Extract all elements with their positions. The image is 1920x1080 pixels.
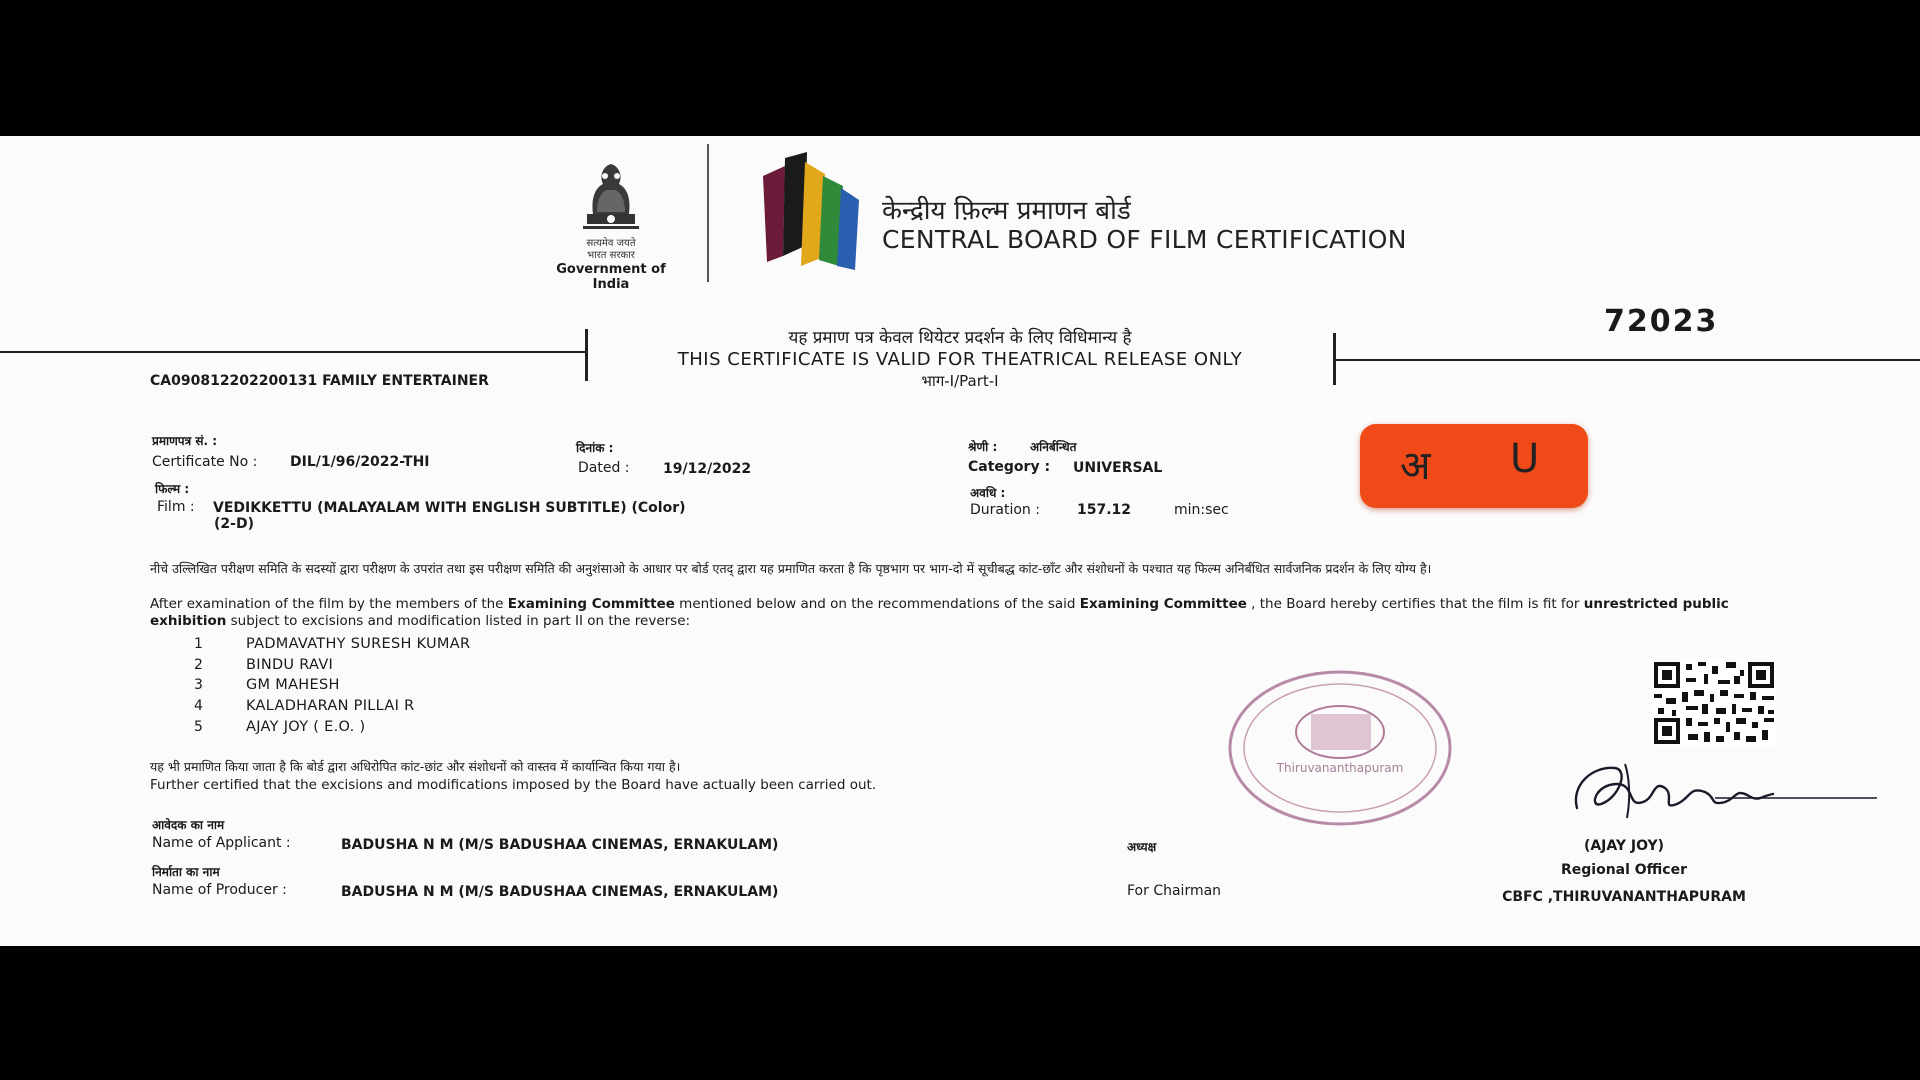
member-number: 3 — [194, 677, 203, 693]
dated-value: 19/12/2022 — [663, 461, 752, 477]
certificate-no-value: DIL/1/96/2022-THI — [290, 454, 430, 470]
chairman-hindi: अध्यक्ष — [1127, 840, 1157, 854]
member-number: 1 — [194, 636, 203, 652]
category-value: UNIVERSAL — [1073, 460, 1163, 476]
cbfc-logo-icon — [755, 150, 865, 272]
validity-hindi: यह प्रमाण पत्र केवल थियेटर प्रदर्शन के लिए विधिमान्य है — [788, 328, 1132, 348]
member-name: KALADHARAN PILLAI R — [246, 698, 415, 714]
dated-label: Dated : — [578, 460, 630, 476]
category-label-hindi: श्रेणी : — [968, 440, 998, 454]
rule-left — [0, 351, 586, 353]
film-label-hindi: फिल्म : — [155, 482, 190, 496]
para-english-part3: , the Board hereby certifies that the film is fit for — [1246, 596, 1584, 612]
certification-paragraph-hindi: नीचे उल्लिखित परीक्षण समिति के सदस्यों द्वारा परीक्षण के उपरांत तथा इस परीक्षण समिति की अनुशंसाओ के आधार पर बोर्ड एतद् द्वारा यह प्रमाणित करता है कि पृष्ठभाग पर भाग-दो में सूचीबद्ध कांट-छाँट और संशोधनों के पश्चात यह फिल्म अनिर्बंधित सार्वजनिक प्रदर्शन के लिए योग्य है। — [150, 561, 1432, 576]
bracket-right — [1333, 333, 1336, 385]
producer-value: BADUSHA N M (M/S BADUSHAA CINEMAS, ERNAKULAM) — [341, 884, 779, 900]
certificate-serial: 72023 — [1604, 304, 1719, 339]
validity-english: THIS CERTIFICATE IS VALID FOR THEATRICAL RELEASE ONLY — [677, 349, 1243, 370]
member-name: BINDU RAVI — [246, 657, 334, 673]
rating-badge — [1360, 424, 1588, 508]
validity-part: भाग-I/Part-I — [921, 372, 999, 390]
board-name-english: CENTRAL BOARD OF FILM CERTIFICATION — [882, 225, 1407, 254]
qr-code-icon — [1652, 660, 1776, 746]
officer-title: Regional Officer — [1560, 862, 1687, 878]
dated-label-hindi: दिनांक : — [576, 441, 614, 455]
seal-text: Thiruvananthapuram — [1276, 761, 1404, 775]
para-english-bold2: Examining Committee — [1079, 596, 1247, 612]
para-english-bold1: Examining Committee — [507, 596, 675, 612]
further-certified-hindi: यह भी प्रमाणित किया जाता है कि बोर्ड द्वारा अधिरोपित कांट-छांट और संशोधनों को वास्तव में कार्यान्वित किया गया है। — [150, 759, 681, 774]
duration-unit: min:sec — [1174, 502, 1229, 518]
rating-hindi: अ — [1400, 443, 1431, 489]
certification-paragraph-english — [150, 596, 1750, 630]
reference-line: CA090812202200131 FAMILY ENTERTAINER — [150, 373, 489, 389]
rating-english: U — [1510, 436, 1540, 482]
header-divider — [707, 144, 709, 282]
member-number: 2 — [194, 657, 203, 673]
duration-label: Duration : — [970, 502, 1040, 518]
para-english-part4: subject to excisions and modification listed in part II on the reverse: — [226, 613, 691, 629]
duration-value: 157.12 — [1077, 502, 1132, 518]
officer-office: CBFC ,THIRUVANANTHAPURAM — [1502, 889, 1746, 905]
member-name: PADMAVATHY SURESH KUMAR — [246, 636, 471, 652]
category-value-hindi: अनिर्बन्धित — [1030, 440, 1077, 454]
film-title: VEDIKKETTU (MALAYALAM WITH ENGLISH SUBTITLE) (Color) — [213, 500, 686, 516]
para-english-part1: After examination of the film by the members of the — [150, 596, 508, 612]
government-emblem — [540, 158, 682, 292]
member-number: 5 — [194, 719, 203, 735]
validity-banner — [595, 328, 1325, 392]
board-name-hindi: केन्द्रीय फ़िल्म प्रमाणन बोर्ड — [882, 196, 1131, 226]
further-certified-english: Further certified that the excisions and modifications imposed by the Board have actually been carried out. — [150, 777, 877, 793]
certificate-no-label-hindi: प्रमाणपत्र सं. : — [152, 434, 218, 448]
applicant-value: BADUSHA N M (M/S BADUSHAA CINEMAS, ERNAKULAM) — [341, 837, 779, 853]
bracket-left — [585, 329, 588, 381]
applicant-label-hindi: आवेदक का नाम — [152, 818, 225, 832]
para-english-bold3: unrestricted public exhibition — [150, 596, 1729, 629]
official-seal-icon — [1225, 668, 1455, 828]
film-label: Film : — [157, 499, 195, 515]
officer-name: (AJAY JOY) — [1583, 838, 1665, 854]
certificate-no-label: Certificate No : — [152, 454, 258, 470]
emblem-motto: सत्यमेव जयते — [586, 238, 636, 249]
applicant-label: Name of Applicant : — [152, 835, 291, 851]
certificate-document — [0, 136, 1920, 946]
signature-icon — [1565, 756, 1885, 826]
member-name: GM MAHESH — [246, 677, 340, 693]
emblem-gov-english: Government of India — [556, 262, 666, 292]
member-number: 4 — [194, 698, 203, 714]
chairman-english: For Chairman — [1127, 883, 1222, 899]
producer-label-hindi: निर्माता का नाम — [152, 865, 220, 879]
member-name: AJAY JOY ( E.O. ) — [246, 719, 366, 735]
ashoka-emblem-icon — [573, 158, 649, 238]
duration-label-hindi: अवधि : — [970, 486, 1006, 500]
film-format: (2-D) — [214, 516, 254, 532]
category-label: Category : — [968, 459, 1051, 475]
rule-right — [1336, 359, 1920, 361]
emblem-gov-hindi: भारत सरकार — [587, 250, 635, 261]
producer-label: Name of Producer : — [152, 882, 287, 898]
para-english-part2: mentioned below and on the recommendations of the said — [674, 596, 1080, 612]
